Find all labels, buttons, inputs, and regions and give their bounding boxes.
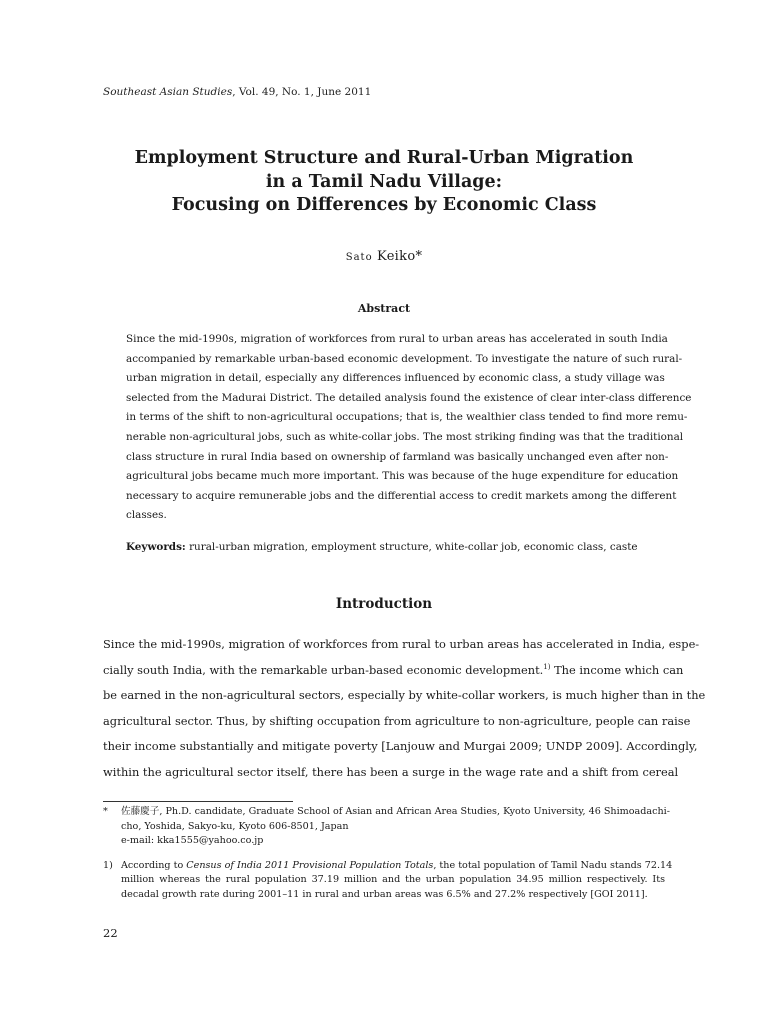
author-email[interactable]: e-mail: kka1555@yahoo.co.jp bbox=[121, 835, 264, 846]
abstract-body bbox=[126, 330, 692, 526]
footnote-text: , the total population of Tamil Nadu stands 72.14 bbox=[433, 859, 673, 871]
footnote-line: cho, Yoshida, Sakyo-ku, Kyoto 606-8501, Japan bbox=[121, 820, 349, 832]
abstract-line: nerable non-agricultural jobs, such as white-collar jobs. The most striking finding was that the traditional bbox=[126, 430, 684, 443]
title-line-2: in a Tamil Nadu Village: bbox=[265, 171, 503, 192]
body-line bbox=[103, 658, 684, 684]
keywords-label: Keywords: bbox=[126, 541, 186, 553]
abstract-line: in terms of the shift to non-agricultural occupations; that is, the wealthier class tended to find more remu- bbox=[126, 411, 688, 424]
keywords-text: rural-urban migration, employment structure, white-collar job, economic class, caste bbox=[189, 541, 638, 553]
abstract-line: urban migration in detail, especially any differences influenced by economic class, a study village was bbox=[126, 372, 665, 385]
body-line-text: cially south India, with the remarkable urban-based economic development. bbox=[103, 662, 544, 677]
introduction-heading: Introduction bbox=[335, 596, 433, 612]
footnote-line: decadal growth rate during 2001–11 in rural and urban areas was 6.5% and 27.2% respectively [GOI 2011]. bbox=[121, 888, 648, 900]
footnote-line bbox=[121, 859, 673, 874]
abstract-line: selected from the Madurai District. The detailed analysis found the existence of clear inter-class difference bbox=[126, 391, 692, 404]
author-surname: Sato bbox=[345, 252, 373, 263]
footnote-line: 佐藤慶子, Ph.D. candidate, Graduate School of Asian and African Area Studies, Kyoto University, 46 Shimoadachi- bbox=[121, 806, 670, 817]
body-line: within the agricultural sector itself, there has been a surge in the wage rate and a shift from cereal bbox=[103, 764, 679, 779]
article-title bbox=[60, 147, 708, 218]
running-head bbox=[103, 86, 371, 98]
body-line: agricultural sector. Thus, by shifting occupation from agriculture to non-agriculture, people can raise bbox=[103, 713, 691, 728]
author-given-name: Keiko* bbox=[377, 249, 423, 264]
issue-details: , Vol. 49, No. 1, June 2011 bbox=[232, 86, 372, 98]
title-line-3: Focusing on Differences by Economic Class bbox=[171, 195, 597, 215]
body-line: Since the mid-1990s, migration of workforces from rural to urban areas has accelerated in India, espe- bbox=[103, 637, 700, 651]
census-title: Census of India 2011 Provisional Population Totals bbox=[186, 859, 434, 871]
footnote-mark: 1) bbox=[103, 859, 113, 871]
footnote-reference[interactable]: 1) bbox=[543, 662, 551, 671]
title-line-1: Employment Structure and Rural-Urban Migration bbox=[134, 148, 634, 168]
body-line-text: The income which can bbox=[550, 662, 684, 677]
keywords bbox=[126, 538, 656, 557]
body-line: be earned in the non-agricultural sectors, especially by white-collar workers, is much higher than in the bbox=[103, 688, 706, 702]
journal-name: Southeast Asian Studies bbox=[103, 86, 233, 98]
abstract-line: classes. bbox=[126, 509, 167, 522]
author-footnote bbox=[103, 805, 670, 849]
abstract-heading: Abstract bbox=[357, 302, 411, 315]
abstract-line: necessary to acquire remunerable jobs and the differential access to credit markets among the different bbox=[126, 489, 677, 502]
footnotes bbox=[103, 805, 673, 912]
introduction-body bbox=[103, 632, 706, 785]
footnote-divider bbox=[103, 801, 293, 802]
abstract-line: class structure in rural India based on ownership of farmland was basically unchanged even after non- bbox=[126, 450, 669, 463]
abstract-line: Since the mid-1990s, migration of workforces from rural to urban areas has accelerated in south India bbox=[126, 333, 668, 345]
footnote-line: million whereas the rural population 37.19 million and the urban population 34.95 million respectively. Its bbox=[121, 874, 665, 885]
footnote-text: According to bbox=[121, 859, 187, 871]
abstract-line: agricultural jobs became much more important. This was because of the huge expenditure for education bbox=[126, 470, 679, 483]
author-byline bbox=[0, 249, 768, 264]
footnote-mark: * bbox=[103, 806, 108, 817]
footnote-1 bbox=[103, 859, 673, 903]
body-line: their income substantially and mitigate poverty [Lanjouw and Murgai 2009; UNDP 2009]. Accordingly, bbox=[103, 739, 698, 753]
page-number: 22 bbox=[103, 926, 118, 940]
abstract-line: accompanied by remarkable urban-based economic development. To investigate the nature of such rural- bbox=[126, 352, 683, 365]
